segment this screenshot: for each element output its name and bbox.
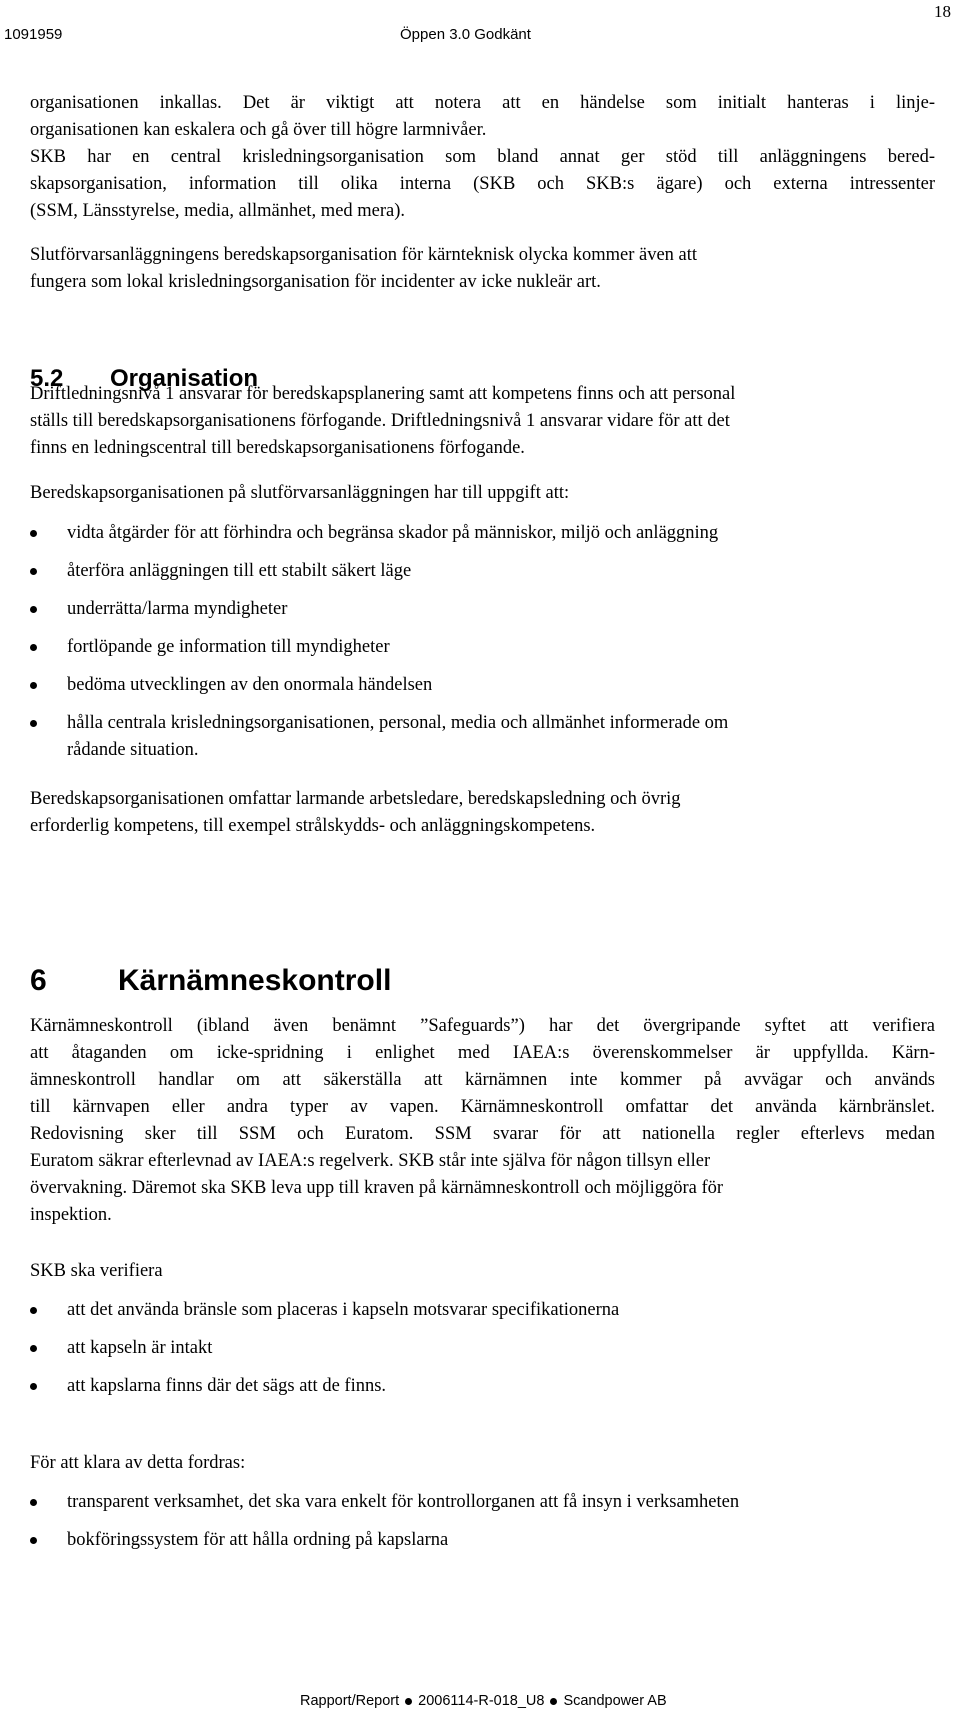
list-item [30, 710, 935, 764]
paragraph-line: Euratom säkrar efterlevnad av IAEA:s regelverk. SKB står inte själva för någon tillsyn eller [30, 1151, 711, 1171]
section-title: Organisation [110, 365, 259, 392]
section-heading-6 [30, 964, 391, 998]
paragraph-line: inspektion. [30, 1205, 112, 1225]
list-item-text: att kapseln är intakt [67, 1338, 213, 1358]
list-item-text: återföra anläggningen till ett stabilt säkert läge [67, 561, 412, 581]
paragraph-line: Redovisning sker till SSM och Euratom. SSM svarar för att nationella regler efterlevs medan [30, 1124, 935, 1144]
section-number: 6 [30, 964, 47, 997]
list-item [30, 1373, 935, 1400]
footer-report-id: 2006114-R-018_U8 [418, 1693, 545, 1709]
paragraph-line: fungera som lokal krisledningsorganisation för incidenter av icke nukleär art. [30, 272, 601, 292]
verify-list [30, 1297, 935, 1400]
paragraph-line: ämneskontroll handlar om att säkerställa att kärnämnen inte kommer på avvägar och används [30, 1070, 935, 1090]
section-5-2-paragraph-1 [30, 381, 935, 462]
bullet-icon [30, 568, 37, 575]
section-title: Kärnämneskontroll [118, 964, 392, 997]
paragraph-line: skapsorganisation, information till olika interna (SKB och SKB:s ägare) och externa intressenter [30, 174, 935, 194]
bullet-icon [30, 1499, 37, 1506]
list-item-text: att det använda bränsle som placeras i kapseln motsvarar specifikationerna [67, 1300, 620, 1320]
bullet-icon [30, 682, 37, 689]
list-item [30, 1527, 935, 1554]
list-item [30, 596, 935, 623]
list-item-text: fortlöpande ge information till myndigheter [67, 637, 390, 657]
paragraph-line: (SSM, Länsstyrelse, media, allmänhet, med mera). [30, 201, 406, 221]
bullet-icon [30, 644, 37, 651]
list-item-text: bedöma utvecklingen av den onormala händelsen [67, 675, 433, 695]
bullet-icon [405, 1698, 412, 1705]
list-item-text: vidta åtgärder för att förhindra och begränsa skador på människor, miljö och anläggning [67, 523, 719, 543]
paragraph-line: organisationen inkallas. Det är viktigt att notera att en händelse som initialt hanteras i linje- [30, 93, 935, 113]
list-item-text: underrätta/larma myndigheter [67, 599, 288, 619]
verify-intro: SKB ska verifiera [30, 1261, 163, 1281]
intro-paragraph-2 [30, 144, 935, 225]
list-item-text: rådande situation. [67, 740, 199, 760]
paragraph-line: att åtaganden om icke-spridning i enlighet med IAEA:s överenskommelser är uppfyllda. Kärn- [30, 1043, 935, 1063]
bullet-icon [30, 530, 37, 537]
paragraph-line: erforderlig kompetens, till exempel strålskydds- och anläggningskompetens. [30, 816, 596, 836]
paragraph-line: ställs till beredskapsorganisationens förfogande. Driftledningsnivå 1 ansvarar vidare för att det [30, 411, 730, 431]
list-item [30, 558, 935, 585]
paragraph-line: SKB har en central krisledningsorganisation som bland annat ger stöd till anläggningens bered- [30, 147, 935, 167]
page-number: 18 [934, 2, 951, 21]
bullet-icon [30, 1537, 37, 1544]
list-item [30, 1335, 935, 1362]
list-item-text: transparent verksamhet, det ska vara enkelt för kontrollorganen att få insyn i verksamheten [67, 1492, 740, 1512]
list-item-text: att kapslarna finns där det sägs att de finns. [67, 1376, 387, 1396]
bullet-icon [30, 1307, 37, 1314]
bullet-icon [30, 720, 37, 727]
document-status: Öppen 3.0 Godkänt [400, 26, 531, 43]
list-item-text: hålla centrala krisledningsorganisationen, personal, media och allmänhet informerade om [67, 713, 729, 733]
list-item [30, 1489, 935, 1516]
paragraph-line: Slutförvarsanläggningens beredskapsorganisation för kärnteknisk olycka kommer även att [30, 245, 698, 265]
paragraph-line: Beredskapsorganisationen omfattar larmande arbetsledare, beredskapsledning och övrig [30, 789, 681, 809]
footer-label: Rapport/Report [300, 1693, 400, 1709]
paragraph-line: Driftledningsnivå 1 ansvarar för beredskapsplanering samt att kompetens finns och att personal [30, 384, 736, 404]
bullet-icon [550, 1698, 557, 1705]
bullet-icon [30, 606, 37, 613]
intro-paragraph-3 [30, 242, 935, 296]
intro-paragraph-1 [30, 90, 935, 144]
list-item-text: bokföringssystem för att hålla ordning på kapslarna [67, 1530, 449, 1550]
section-number: 5.2 [30, 365, 64, 392]
bullet-icon [30, 1383, 37, 1390]
paragraph-line: organisationen kan eskalera och gå över till högre larmnivåer. [30, 120, 487, 140]
footer-company: Scandpower AB [563, 1693, 667, 1709]
paragraph-line: Kärnämneskontroll (ibland även benämnt ”Safeguards”) har det övergripande syftet att verifiera [30, 1016, 935, 1036]
section-5-2-paragraph-3 [30, 786, 935, 840]
list-item [30, 520, 935, 547]
page-footer [300, 1693, 667, 1709]
list-item [30, 672, 935, 699]
requires-intro: För att klara av detta fordras: [30, 1453, 246, 1473]
paragraph-line: övervakning. Däremot ska SKB leva upp till kraven på kärnämneskontroll och möjliggöra för [30, 1178, 724, 1198]
requires-list [30, 1489, 935, 1554]
section-5-2-paragraph-2: Beredskapsorganisationen på slutförvarsanläggningen har till uppgift att: [30, 483, 570, 503]
bullet-icon [30, 1345, 37, 1352]
paragraph-line: till kärnvapen eller andra typer av vapen. Kärnämneskontroll omfattar det använda kärnbränslet. [30, 1097, 935, 1117]
list-item [30, 1297, 935, 1324]
section-6-paragraph-1 [30, 1013, 935, 1229]
document-number: 1091959 [4, 26, 63, 43]
paragraph-line: finns en ledningscentral till beredskapsorganisationens förfogande. [30, 438, 525, 458]
list-item [30, 634, 935, 661]
task-list [30, 520, 935, 764]
